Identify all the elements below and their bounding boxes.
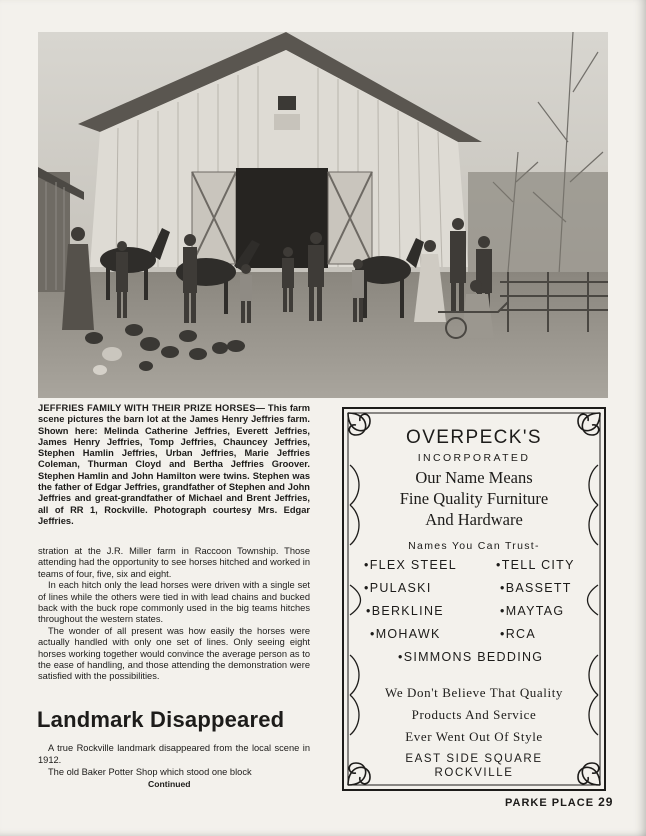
ad-brand-name: OVERPECK'S xyxy=(406,427,542,448)
section-heading: Landmark Disappeared xyxy=(37,707,285,732)
ad-promise xyxy=(340,682,608,748)
caption-text: This farm scene pictures the barn lot at the James Henry Jeffries farm. Shown here: Melinda Catherine Jeffries, Everett Jeffries, James Henry Jeffries, Tomp Jeffries, Chauncey Jeffries, Stephen Hamlin Jeffries, Urban Jeffries, Marie Jeffries Coleman, Thurman Cloyd and Bertha Jeffries Groover. Stephen Hamlin and John Hamilton were twins. Stephen was the father of Edgar Jeffries, grandfather of Stephen and John Jeffries and great-grandfather of Michael and Brent Jeffries, all of RR 1, Rockville. Photograph courtesy Mrs. Edgar Jeffries. xyxy=(38,403,310,526)
article-body-continued xyxy=(38,742,310,778)
ad-names-intro: Names You Can Trust- xyxy=(408,540,540,552)
address-line: ROCKVILLE xyxy=(434,767,514,779)
promise-line: Ever Went Out Of Style xyxy=(405,729,543,744)
bullet-icon: • xyxy=(370,627,376,641)
bullet-icon: • xyxy=(500,627,506,641)
promise-line: Products And Service xyxy=(411,707,537,722)
bullet-icon: • xyxy=(500,604,506,618)
bullet-icon: • xyxy=(364,558,370,572)
publication-name: PARKE PLACE xyxy=(505,797,595,809)
bullet-icon: • xyxy=(500,581,506,595)
article-paragraph: stration at the J.R. Miller farm in Raccoon Township. Those attending had the opportunity to see horses hitched and worked in teams of four, five, six and eight. xyxy=(38,546,310,579)
brand-item: •FLEX STEEL xyxy=(364,558,458,572)
ad-address xyxy=(340,752,608,780)
continued-label: Continued xyxy=(148,779,191,789)
page-number: 29 xyxy=(598,795,614,809)
ad-incorporated: INCORPORATED xyxy=(417,452,531,464)
article-paragraph: In each hitch only the lead horses were driven with a single set of lines while the others were tied in with lead chains and bucked back with the buck rope commonly used in the big teams hitches throughout the western states. xyxy=(38,580,310,625)
brand-item: •BASSETT xyxy=(500,581,572,595)
photo-caption xyxy=(38,403,310,527)
promise-line: We Don't Believe That Quality xyxy=(384,685,564,700)
ad-slogan xyxy=(340,467,608,530)
article-paragraph: The wonder of all present was how easily the horses were actually handled with only one set of lines. Only seeing eight horses working together would convince the average person as to the ease of handling, and those attending the demonstration were satisfied with the possibilities. xyxy=(38,625,310,682)
brand-item: •BERKLINE xyxy=(366,604,444,618)
overpecks-advertisement xyxy=(340,405,608,793)
brand-item: •MOHAWK xyxy=(370,627,441,641)
brand-item: •MAYTAG xyxy=(500,604,565,618)
article-body xyxy=(38,546,310,683)
bullet-icon: • xyxy=(364,581,370,595)
address-line: EAST SIDE SQUARE xyxy=(405,753,543,765)
bullet-icon: • xyxy=(496,558,502,572)
farm-photograph xyxy=(38,32,608,398)
brand-item: •SIMMONS BEDDING xyxy=(398,650,544,664)
bullet-icon: • xyxy=(366,604,372,618)
article-paragraph: A true Rockville landmark disappeared from the local scene in 1912. xyxy=(38,743,310,765)
brand-item: •PULASKI xyxy=(364,581,432,595)
slogan-line: And Hardware xyxy=(425,510,523,529)
bullet-icon: • xyxy=(398,650,404,664)
caption-lead: JEFFRIES FAMILY WITH THEIR PRIZE HORSES— xyxy=(38,403,266,413)
slogan-line: Our Name Means xyxy=(415,468,533,487)
brand-item: •RCA xyxy=(500,627,536,641)
photo-illustration xyxy=(38,32,608,398)
article-paragraph: The old Baker Potter Shop which stood one block xyxy=(48,767,252,777)
slogan-line: Fine Quality Furniture xyxy=(399,489,549,508)
brand-item: •TELL CITY xyxy=(496,558,575,572)
page-footer xyxy=(505,795,613,809)
